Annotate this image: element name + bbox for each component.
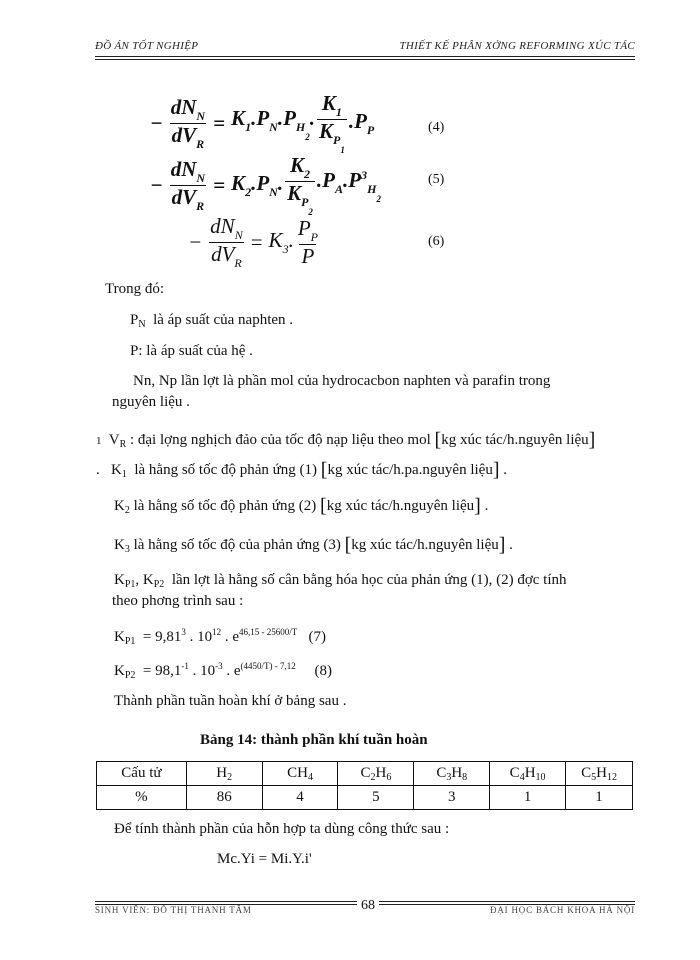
footer-left: SINH VIÊN: ĐỖ THỊ THANH TÂM [95,905,252,915]
kp1-equation: $K_{P1} = 9,81^3$ . $10^{12}$ . $e^{46,15 - 25600/T}$ (7) [114,627,327,647]
nn-np-definition-line1: Nn, Np lần lợt là phần mol của hydrocacbon naphten và parafin trong [133,373,551,389]
header-rule [95,56,635,57]
header-c3h8: $C_3H_8$ [414,762,490,786]
closing-formula: Mc.Yi = Mi.Y.i' [217,851,312,867]
footer-right: ĐẠI HỌC BÁCH KHOA HÀ NỘI [490,905,635,915]
cell-c3h8: 3 [414,786,490,810]
header-h2: $H_2$ [186,762,262,786]
header-c5h12: $C_5H_{12}$ [566,762,633,786]
kp-definition-line1: $K_{P1}$, $K_{P2}$ lần lợt là hằng số cân bằng hóa học của phản ứng (1), (2) đợc tính [114,572,567,590]
equation-6-number: (6) [428,234,445,249]
vr-definition: 1 $V_R$ : đại lợng nghịch đảo của tốc độ nạp liệu theo mol [kg xúc tác/h.nguyên liệu] [96,429,596,451]
cell-c2h6: 5 [338,786,414,810]
gas-composition-table [96,761,633,810]
table-row [97,786,633,810]
pn-definition: $P_N$ là áp suất của naphten . [130,312,294,330]
nn-np-definition-line2: nguyên liệu . [112,394,190,410]
header-c4h10: $C_4H_{10}$ [490,762,566,786]
closing-text: Để tính thành phần của hỗn hợp ta dùng công thức sau : [114,821,450,837]
table-header-row [97,762,633,786]
cell-c4h10: 1 [490,786,566,810]
table-title: Bảng 14: thành phần khí tuần hoàn [200,732,428,748]
equation-4-number: (4) [428,120,445,135]
header-right: THIẾT KẾ PHÂN XỞNG REFORMING XÚC TÁC [399,40,635,52]
cell-c5h12: 1 [566,786,633,810]
k2-definition: $K_2$ là hằng số tốc độ phản ứng (2) [kg xúc tác/h.nguyên liệu] . [114,495,489,517]
kp2-equation: $K_{P2} = 98,1^{-1}$ . $10^{-3}$ . $e^{(4450/T) - 7,12}$ (8) [114,661,333,681]
trong-do-label: Trong đó: [105,281,165,297]
header-ch4: $CH_4$ [262,762,338,786]
header-cau-tu: Cấu tử [97,762,187,786]
row-label: % [97,786,187,810]
header-c2h6: $C_2H_6$ [338,762,414,786]
equation-5-number: (5) [428,172,445,187]
p-definition: P: là áp suất của hệ . [130,343,253,359]
kp-definition-line2: theo phơng trình sau : [112,593,244,609]
equation-4: − $\frac{dN_N}{dV_R}$ = $K_1.P_N.P_{H_2}$. $\frac{K_1}{K_{P_1}}$ $.P_P$ [150,91,375,155]
tuan-hoan-text: Thành phần tuần hoàn khí ở bảng sau . [114,693,347,709]
k3-definition: $K_3$ là hằng số tốc độ của phản ứng (3) [kg xúc tác/h.nguyên liệu] . [114,534,513,556]
equation-6: − $\frac{dN_N}{dV_R}$ = $K_3$. $\frac{P_P}{P}$ [188,214,318,270]
k1-definition: . $K_1$ là hằng số tốc độ phản ứng (1) [kg xúc tác/h.pa.nguyên liệu] . [96,459,507,481]
cell-h2: 86 [186,786,262,810]
header-rule-double [95,59,635,60]
header-left: ĐỒ ÁN TỐT NGHIỆP [95,40,199,52]
cell-ch4: 4 [262,786,338,810]
page-number: 68 [357,898,379,914]
equation-5: − $\frac{dN_N}{dV_R}$ = $K_2.P_N$. $\frac{K_2}{K_{P_2}}$ $.P_A.P^3_{H_2}$ [150,153,381,217]
